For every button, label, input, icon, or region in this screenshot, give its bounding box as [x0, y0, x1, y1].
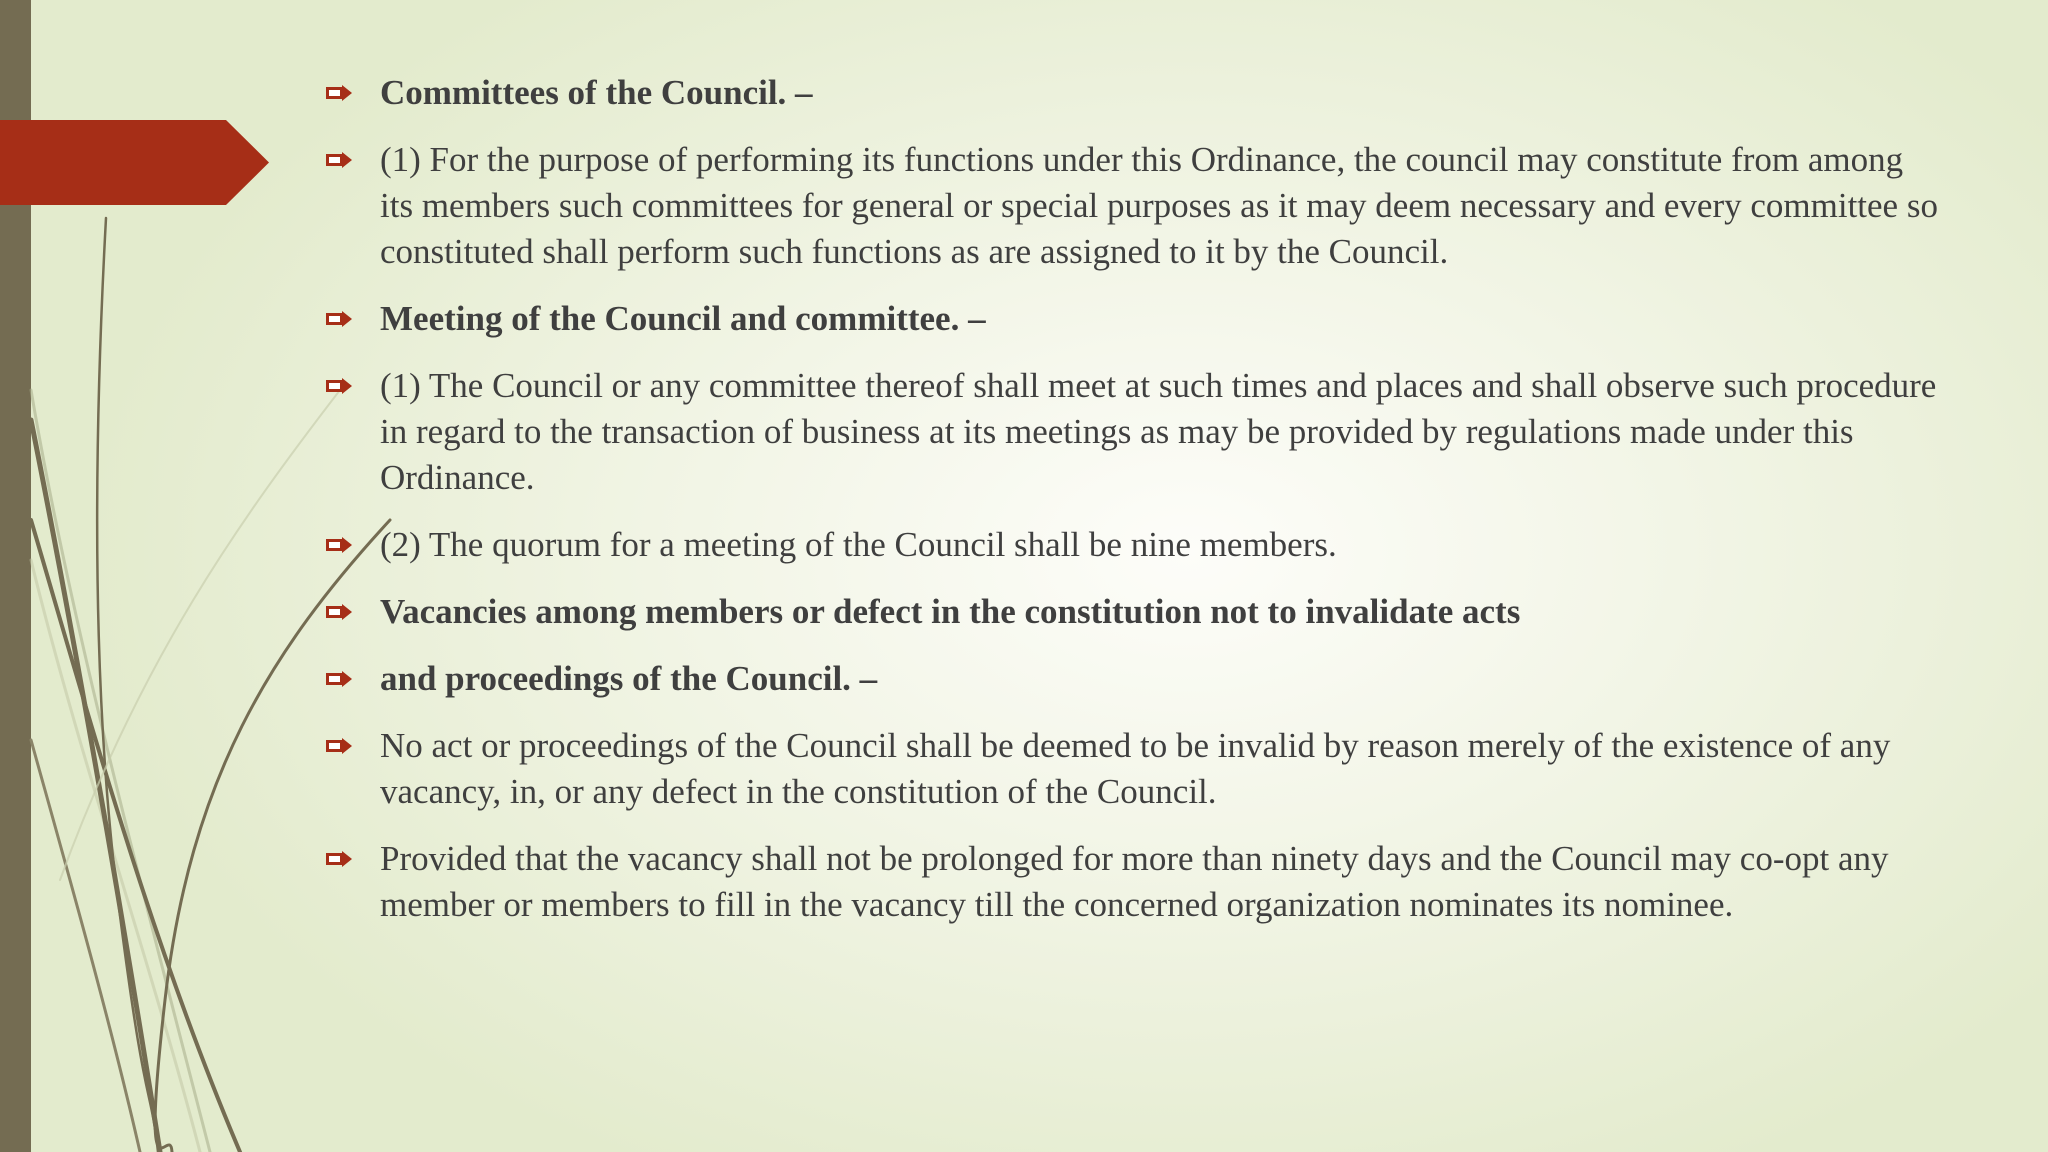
bullet-item: [320, 137, 1940, 275]
bullet-text: Meeting of the Council and committee. –: [380, 299, 986, 338]
bullet-text: Vacancies among members or defect in the constitution not to invalidate acts: [380, 592, 1521, 631]
right-arrow-bullet-icon: [326, 85, 352, 101]
bullet-text: (1) For the purpose of performing its functions under this Ordinance, the council may constitute from among its members such committees for general or special purposes as it may deem necessary and every committee so constituted shall perform such functions as are assigned to it by the Council.: [380, 140, 1938, 271]
bullet-list: [320, 70, 1940, 949]
right-arrow-bullet-icon: [326, 152, 352, 168]
bullet-heading: [320, 589, 1940, 635]
right-arrow-bullet-icon: [326, 311, 352, 327]
red-arrow-tab: [0, 120, 269, 205]
right-arrow-bullet-icon: [326, 604, 352, 620]
bullet-text: No act or proceedings of the Council shall be deemed to be invalid by reason merely of the existence of any vacancy, in, or any defect in the constitution of the Council.: [380, 726, 1891, 811]
bullet-text: (2) The quorum for a meeting of the Council shall be nine members.: [380, 525, 1337, 564]
bullet-heading: [320, 656, 1940, 702]
right-arrow-bullet-icon: [326, 738, 352, 754]
bullet-item: [320, 836, 1940, 928]
bullet-heading: [320, 296, 1940, 342]
right-arrow-bullet-icon: [326, 537, 352, 553]
bullet-heading: [320, 70, 1940, 116]
bullet-item: [320, 522, 1940, 568]
right-arrow-bullet-icon: [326, 378, 352, 394]
bullet-item: [320, 363, 1940, 501]
bullet-item: [320, 723, 1940, 815]
bullet-text: and proceedings of the Council. –: [380, 659, 878, 698]
bullet-text: Provided that the vacancy shall not be prolonged for more than ninety days and the Council may co-opt any member or members to fill in the vacancy till the concerned organization nominates its nominee.: [380, 839, 1889, 924]
bullet-text: (1) The Council or any committee thereof shall meet at such times and places and shall observe such procedure in regard to the transaction of business at its meetings as may be provided by regulations made under this Ordinance.: [380, 366, 1937, 497]
right-arrow-bullet-icon: [326, 851, 352, 867]
bullet-text: Committees of the Council. –: [380, 73, 813, 112]
right-arrow-bullet-icon: [326, 671, 352, 687]
